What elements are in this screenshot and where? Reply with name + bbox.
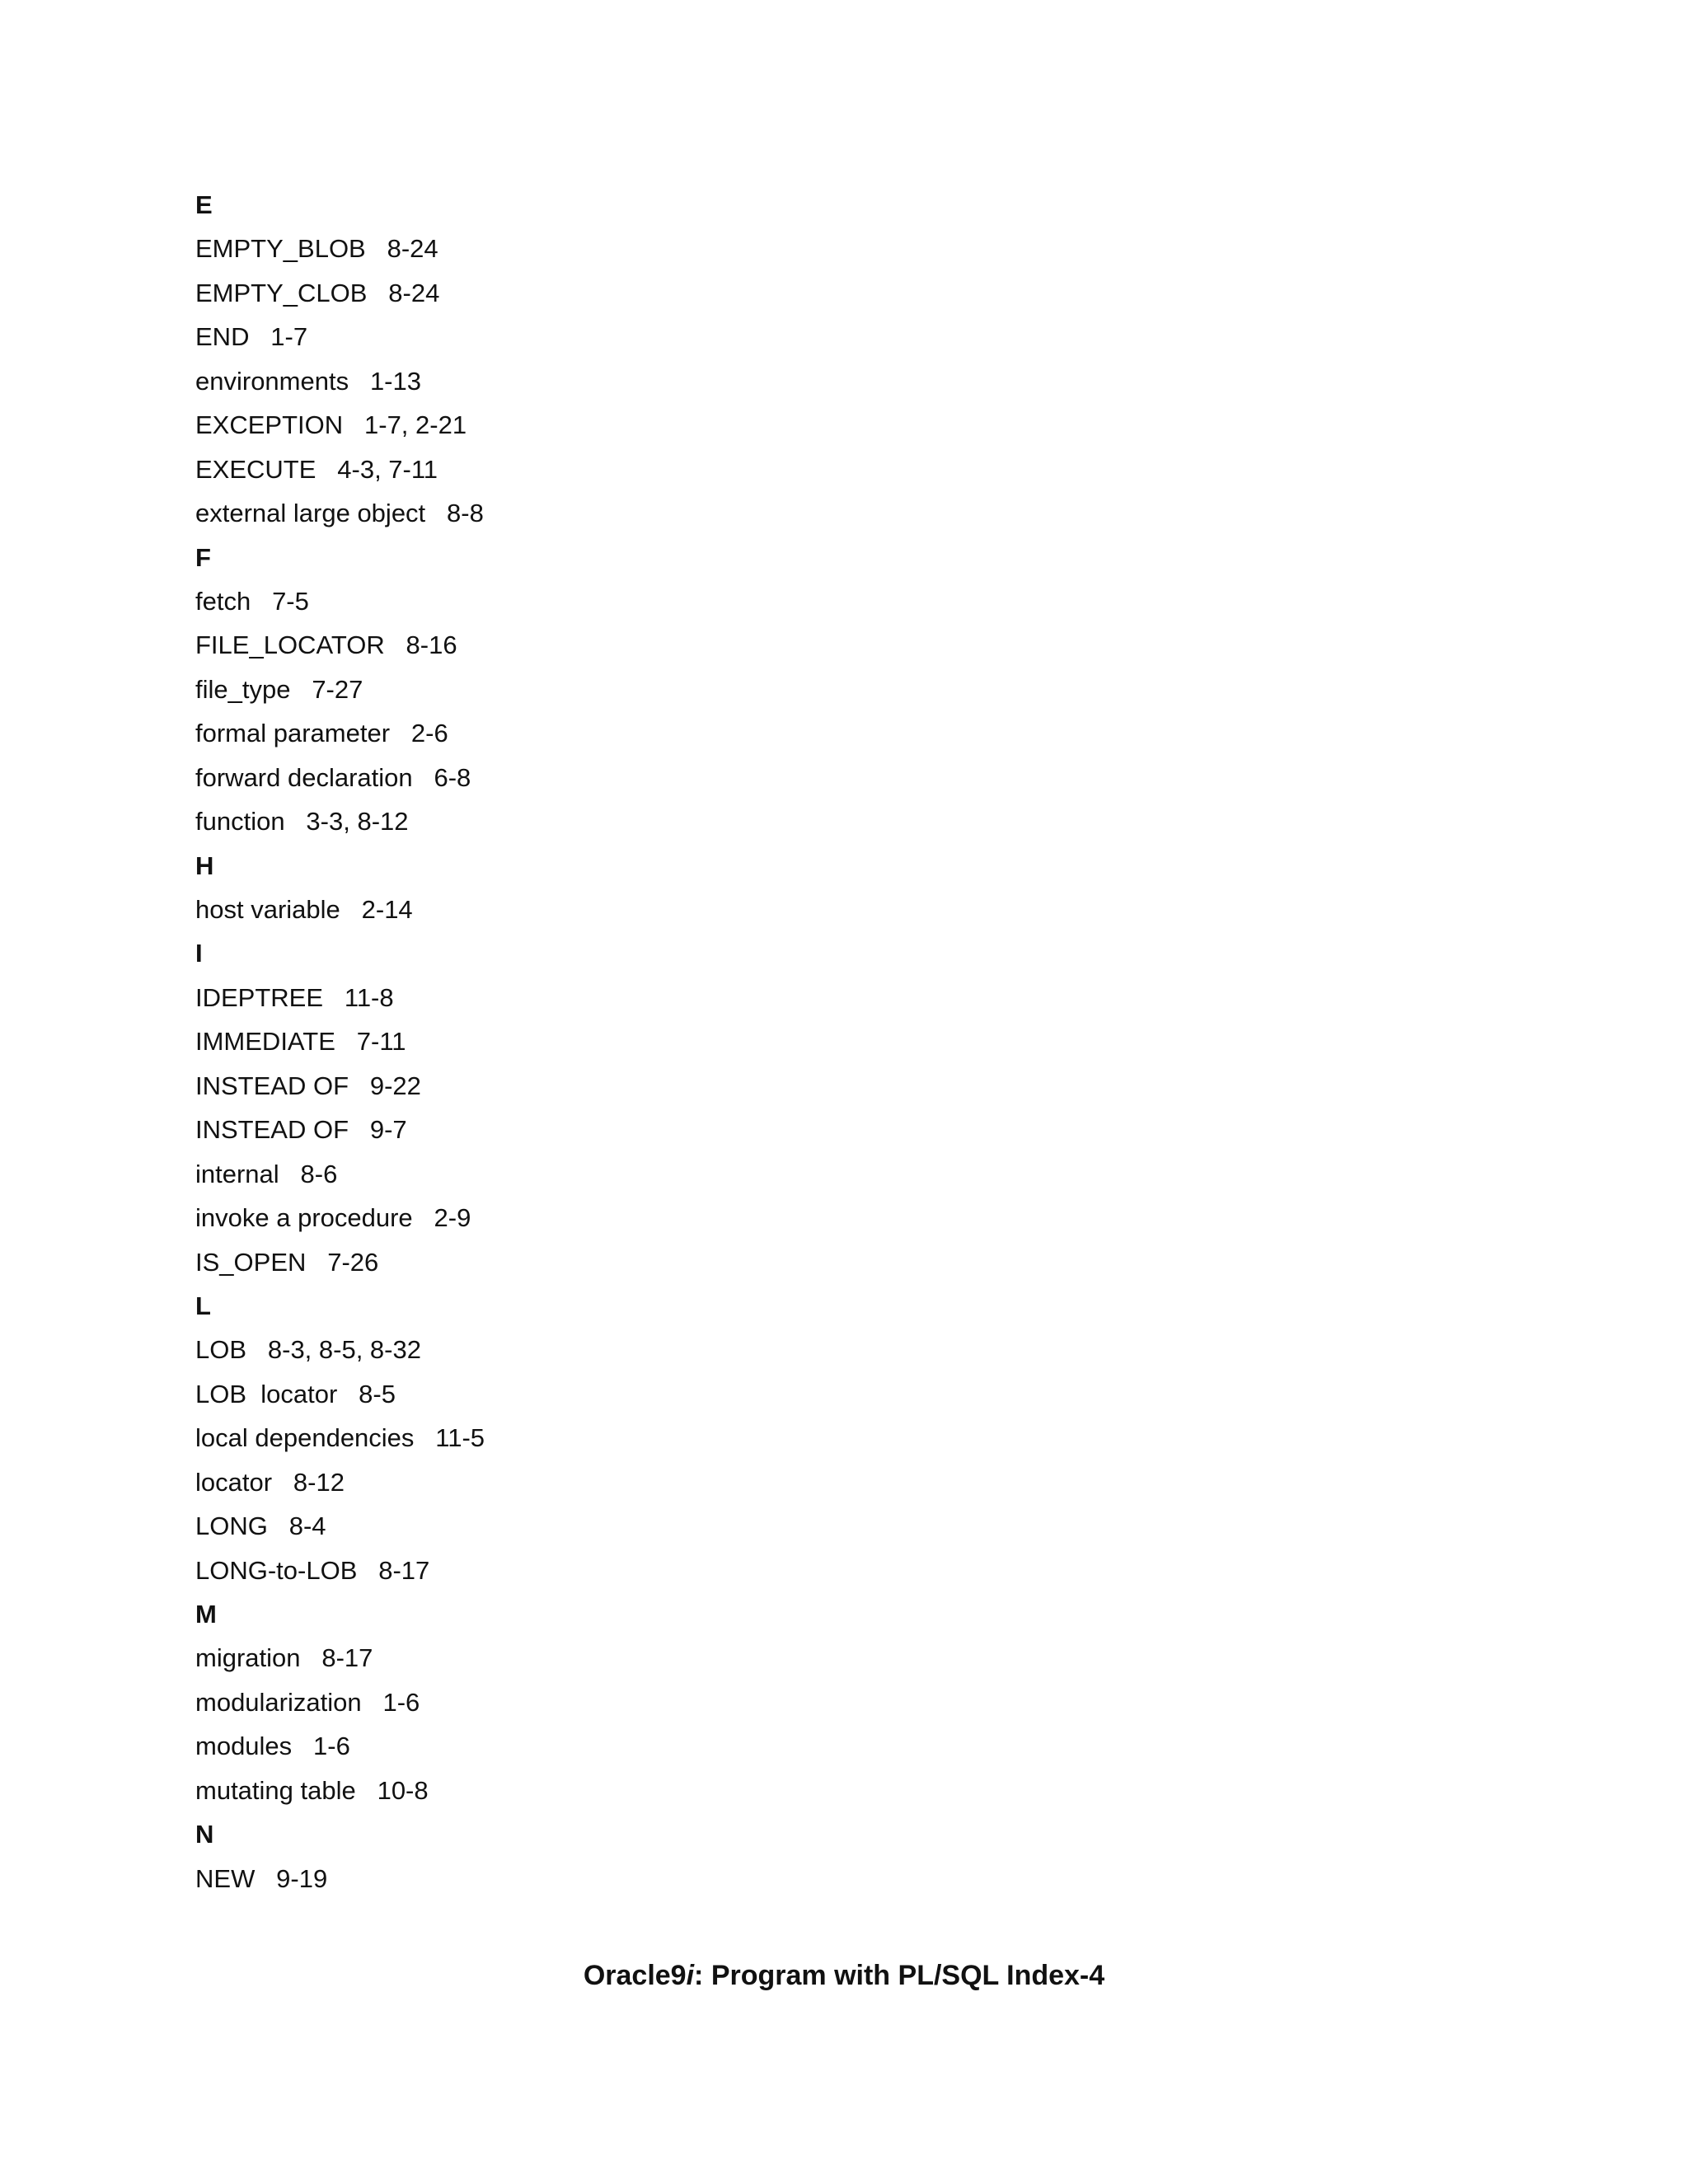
index-pages: 9-22 bbox=[369, 1071, 421, 1100]
index-term: INSTEAD OF bbox=[195, 1115, 349, 1145]
footer-product-italic: i bbox=[686, 1960, 695, 1991]
index-term: external large object bbox=[195, 499, 426, 528]
index-term: EMPTY_BLOB bbox=[195, 234, 366, 264]
index-entry bbox=[195, 1372, 1349, 1416]
index-pages: 9-19 bbox=[276, 1863, 328, 1893]
index-entry bbox=[195, 579, 1349, 623]
index-term: forward declaration bbox=[195, 762, 413, 792]
index-term: NEW bbox=[195, 1863, 256, 1893]
index-term: migration bbox=[195, 1643, 301, 1673]
index-entry bbox=[195, 1108, 1349, 1151]
index-term: EXCEPTION bbox=[195, 410, 344, 440]
index-term: function bbox=[195, 807, 285, 837]
index-pages: 2-14 bbox=[361, 895, 413, 924]
index-term: fetch bbox=[195, 586, 251, 616]
index-term: invoke a procedure bbox=[195, 1203, 413, 1233]
index-term: IDEPTREE bbox=[195, 982, 324, 1012]
index-entry bbox=[195, 1504, 1349, 1548]
index-entry bbox=[195, 1724, 1349, 1768]
index-pages: 7-26 bbox=[327, 1247, 379, 1277]
index-term: IMMEDIATE bbox=[195, 1027, 335, 1057]
index-entry bbox=[195, 976, 1349, 1019]
index-pages: 3-3, 8-12 bbox=[306, 807, 409, 837]
index-entry bbox=[195, 1769, 1349, 1812]
page-footer bbox=[0, 1960, 1688, 1992]
index-entry bbox=[195, 711, 1349, 755]
index-term: LONG-to-LOB bbox=[195, 1555, 358, 1585]
index-entry bbox=[195, 1460, 1349, 1504]
index-pages: 8-24 bbox=[388, 278, 440, 307]
index-term: LOB bbox=[195, 1335, 247, 1365]
index-entry bbox=[195, 1636, 1349, 1680]
index-entry bbox=[195, 403, 1349, 447]
index-term: modules bbox=[195, 1732, 293, 1761]
index-entry bbox=[195, 1196, 1349, 1240]
index-term: FILE_LOCATOR bbox=[195, 630, 385, 660]
index-term: formal parameter bbox=[195, 719, 391, 748]
index-term: modularization bbox=[195, 1687, 362, 1717]
index-entry bbox=[195, 1857, 1349, 1900]
index-pages: 1-7 bbox=[270, 322, 308, 352]
index-entry bbox=[195, 1152, 1349, 1196]
index-pages: 8-4 bbox=[288, 1511, 326, 1541]
index-pages: 7-27 bbox=[312, 674, 363, 704]
index-term: INSTEAD OF bbox=[195, 1071, 349, 1100]
index-entry bbox=[195, 1416, 1349, 1460]
index-entry bbox=[195, 1680, 1349, 1724]
index-pages: 11-5 bbox=[435, 1423, 485, 1453]
index-entry bbox=[195, 623, 1349, 667]
index-letter-heading: F bbox=[195, 542, 211, 572]
index-pages: 8-24 bbox=[387, 234, 438, 264]
index-entry bbox=[195, 491, 1349, 535]
index-term: EMPTY_CLOB bbox=[195, 278, 368, 307]
footer-rest: : Program with PL/SQL Index-4 bbox=[694, 1960, 1105, 1991]
index-entry bbox=[195, 888, 1349, 931]
index-letter-heading: H bbox=[195, 851, 214, 880]
index-term: local dependencies bbox=[195, 1423, 415, 1453]
index-entry bbox=[195, 359, 1349, 403]
index-letter-heading: N bbox=[195, 1820, 214, 1849]
index-letter-heading: L bbox=[195, 1291, 211, 1320]
index-pages: 8-5 bbox=[359, 1379, 396, 1408]
index-pages: 7-11 bbox=[356, 1027, 406, 1057]
index-entry bbox=[195, 668, 1349, 711]
index-entry bbox=[195, 1240, 1349, 1284]
index-pages: 1-13 bbox=[369, 366, 421, 396]
index-pages: 11-8 bbox=[344, 982, 394, 1012]
index-pages: 9-7 bbox=[369, 1115, 407, 1145]
index-term: file_type bbox=[195, 674, 291, 704]
footer-product: Oracle9 bbox=[583, 1960, 687, 1991]
index-term: locator bbox=[195, 1467, 273, 1497]
index-entry bbox=[195, 448, 1349, 491]
index-pages: 4-3, 7-11 bbox=[337, 454, 438, 484]
index-term: host variable bbox=[195, 895, 340, 924]
index-letter-heading: M bbox=[195, 1600, 217, 1629]
index-pages: 2-6 bbox=[410, 719, 448, 748]
index-term: LONG bbox=[195, 1511, 268, 1541]
index-term: EXECUTE bbox=[195, 454, 316, 484]
index-entry bbox=[195, 799, 1349, 843]
index-entry bbox=[195, 315, 1349, 359]
index-entry bbox=[195, 271, 1349, 315]
index-letter-heading: I bbox=[195, 939, 203, 968]
index-pages: 8-3, 8-5, 8-32 bbox=[267, 1335, 421, 1365]
index-pages: 8-17 bbox=[321, 1643, 373, 1673]
index-entry bbox=[195, 1549, 1349, 1592]
index-entry bbox=[195, 1064, 1349, 1108]
index-letter-heading: E bbox=[195, 190, 213, 219]
index-list bbox=[195, 183, 1349, 1900]
index-term: END bbox=[195, 322, 250, 352]
index-pages: 8-12 bbox=[293, 1467, 345, 1497]
index-pages: 8-8 bbox=[447, 499, 484, 528]
index-entry bbox=[195, 1328, 1349, 1371]
index-entry bbox=[195, 227, 1349, 270]
index-pages: 8-17 bbox=[378, 1555, 430, 1585]
index-pages: 6-8 bbox=[434, 762, 471, 792]
index-pages: 2-9 bbox=[434, 1203, 471, 1233]
index-term: mutating table bbox=[195, 1775, 356, 1805]
index-pages: 10-8 bbox=[377, 1775, 429, 1805]
index-pages: 8-16 bbox=[406, 630, 457, 660]
index-term: IS_OPEN bbox=[195, 1247, 307, 1277]
index-pages: 1-7, 2-21 bbox=[364, 410, 467, 440]
index-term: internal bbox=[195, 1159, 279, 1188]
index-pages: 8-6 bbox=[300, 1159, 338, 1188]
index-term: environments bbox=[195, 366, 349, 396]
index-pages: 1-6 bbox=[382, 1687, 420, 1717]
index-entry bbox=[195, 1019, 1349, 1063]
index-term: LOB locator bbox=[195, 1379, 338, 1408]
index-pages: 1-6 bbox=[313, 1732, 350, 1761]
index-entry bbox=[195, 756, 1349, 799]
index-pages: 7-5 bbox=[272, 586, 309, 616]
